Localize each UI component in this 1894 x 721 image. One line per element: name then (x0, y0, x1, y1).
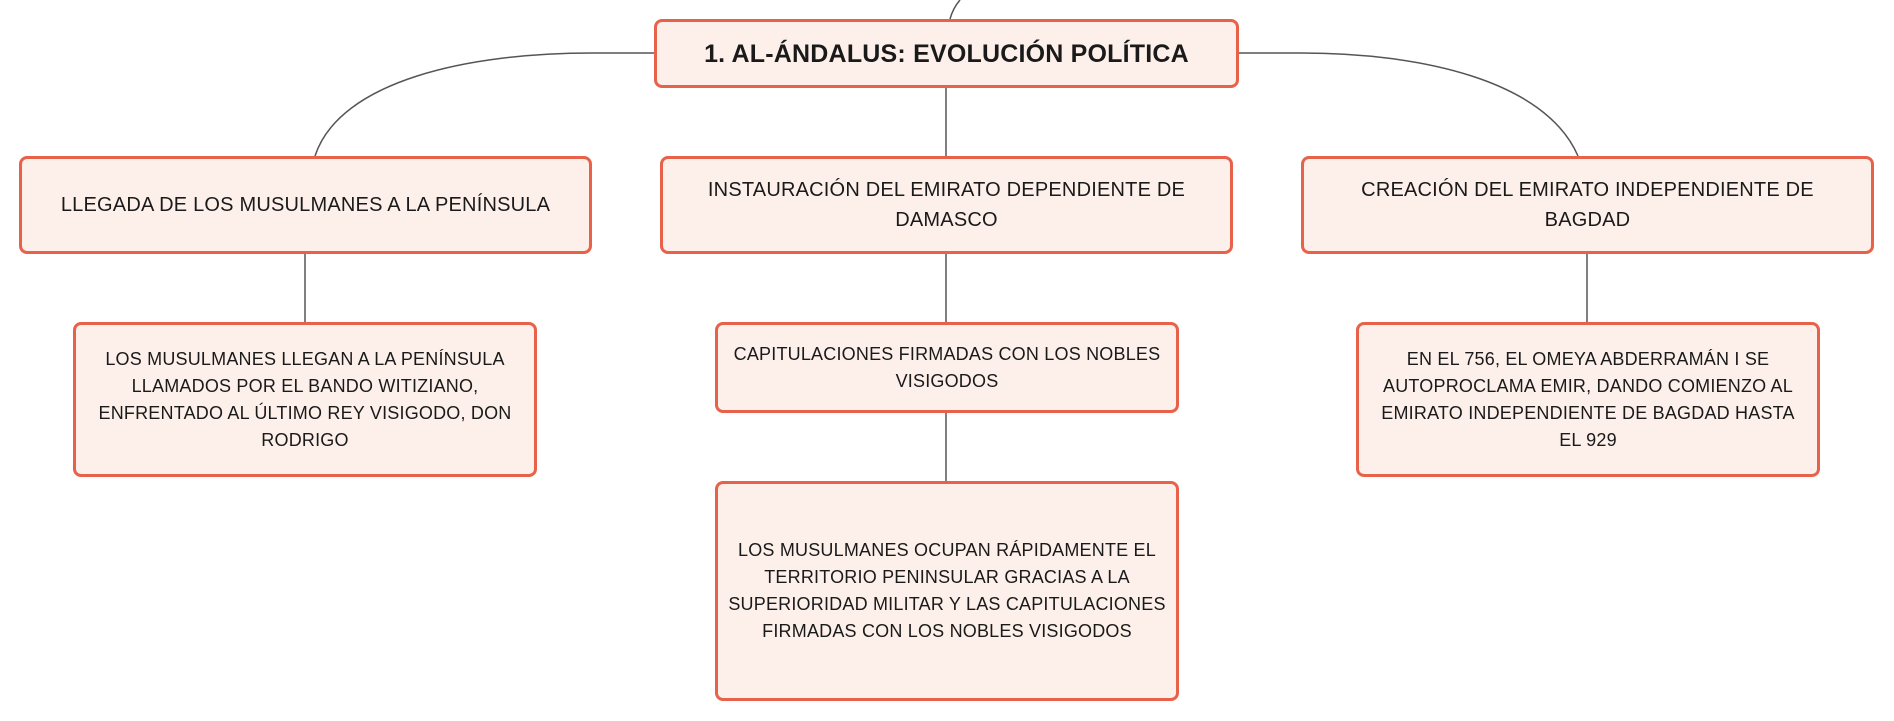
subtopic-text: LOS MUSULMANES LLEGAN A LA PENÍNSULA LLAMADOS POR EL BANDO WITIZIANO, ENFRENTADO AL ÚLTIMO REY VISIGODO, DON RODRIGO (98, 348, 512, 450)
connector-root-to-branch-1 (315, 53, 654, 156)
connector-root-to-branch-3 (1239, 53, 1578, 156)
subtopic-text: EN EL 756, EL OMEYA ABDERRAMÁN I SE AUTOPROCLAMA EMIR, DANDO COMIENZO AL EMIRATO INDEPENDIENTE DE BAGDAD HASTA EL 929 (1381, 348, 1795, 450)
branch-node-llegada[interactable] (19, 156, 592, 254)
branch-node-emirato-independiente[interactable] (1301, 156, 1874, 254)
branch-label: CREACIÓN DEL EMIRATO INDEPENDIENTE DE BAGDAD (1361, 179, 1814, 231)
subtopic-node-bando-witiziano[interactable] (73, 322, 537, 477)
subtopic-node-abderraman[interactable] (1356, 322, 1820, 477)
root-topic-node[interactable] (654, 19, 1239, 88)
branch-label: INSTAURACIÓN DEL EMIRATO DEPENDIENTE DE DAMASCO (707, 179, 1186, 231)
subtopic-text: CAPITULACIONES FIRMADAS CON LOS NOBLES VISIGODOS (733, 343, 1161, 391)
subtopic-text: LOS MUSULMANES OCUPAN RÁPIDAMENTE EL TERRITORIO PENINSULAR GRACIAS A LA SUPERIORIDAD MILITAR Y LAS CAPITULACIONES FIRMADAS CON LOS NOBLES VISIGODOS (728, 540, 1166, 641)
subtopic-node-ocupacion-rapida[interactable] (715, 481, 1179, 701)
subtopic-node-capitulaciones[interactable] (715, 322, 1179, 413)
connector-parent-to-root (950, 0, 960, 19)
root-topic-title: 1. AL-ÁNDALUS: EVOLUCIÓN POLÍTICA (704, 39, 1189, 68)
branch-label: LLEGADA DE LOS MUSULMANES A LA PENÍNSULA (60, 194, 551, 216)
branch-node-emirato-dependiente[interactable] (660, 156, 1233, 254)
